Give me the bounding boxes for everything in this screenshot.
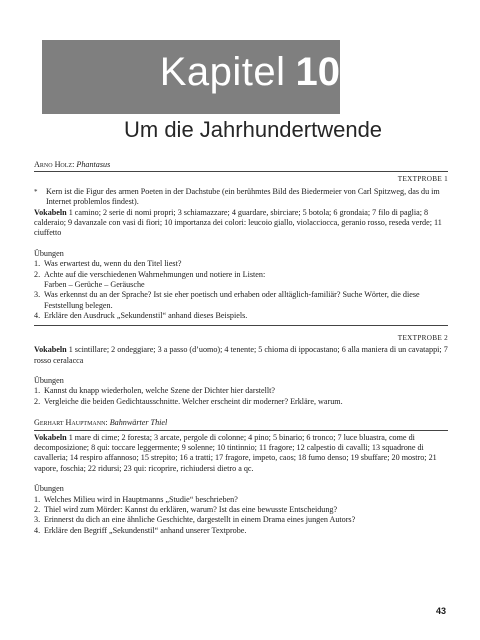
author-name: Gerhart Hauptmann: <box>34 418 108 428</box>
vokabeln-paragraph <box>34 433 448 475</box>
vokabeln-paragraph <box>34 208 448 239</box>
list-item: 2. Vergleiche die beiden Gedichtausschnitte. Welcher erscheint dir moderner? Erkläre, warum. <box>34 396 343 406</box>
list-item: 3. Erinnerst du dich an eine ähnliche Geschichte, dargestellt in einem Drama eines jungen Autors? <box>34 515 356 525</box>
work-title: Bahnwärter Thiel <box>109 418 168 428</box>
list-item: 1. Kannst du knapp wiederholen, welche Szene der Dichter hier darstellt? <box>34 386 276 396</box>
vokabeln-text: 1 mare di cime; 2 foresta; 3 arcate, pergole di colonne; 4 pino; 5 binario; 6 tronco; 7 luce bluastra, come di decomposizione; 8 qui: toccare leggermente; 9 solenne; 10 tintinnio; 11 fragore; 12 calpestio di cavalli; 13 squadrone di cavalleria; 14 respiro affannoso; 15 strepito; 16 a tratti; 17 fragore, impeto, caos; 18 fumo denso; 19 sbuffare; 20 mostro; 21 vapore, foschia; 22 ridursi; 23 qui: ricoprire, richiudersi dietro a qc. <box>34 432 437 473</box>
list-item: 1. Was erwartest du, wenn du den Titel liest? <box>34 259 182 269</box>
list-item: 2. Achte auf die verschiedenen Wahrnehmungen und notiere in Listen: <box>34 269 266 279</box>
vokabeln-label: Vokabeln <box>34 345 67 355</box>
chapter-title <box>160 48 340 96</box>
list-item: 2. Thiel wird zum Mörder: Kannst du erklären, warum? Ist das eine bewusste Entscheidung? <box>34 504 338 514</box>
divider <box>34 171 448 172</box>
vokabeln-text: 1 scintillare; 2 ondeggiare; 3 a passo (d’uomo); 4 tenente; 5 chioma di ippocastano; 6 alla maniera di un cavatappi; 7 rosso ceralacca <box>34 345 448 365</box>
list-item: 1. Welches Milieu wird in Hauptmanns „Studie“ beschrieben? <box>34 494 238 504</box>
list-item: 4. Erkläre den Begriff „Sekundenstil“ anhand unserer Textprobe. <box>34 525 247 535</box>
exercise-list <box>34 259 448 321</box>
page-content <box>34 160 448 536</box>
textprobe-label: TEXTPROBE 1 <box>397 175 448 184</box>
note-item <box>34 187 448 208</box>
page-number: 43 <box>435 606 446 616</box>
uebungen-heading: Übungen <box>34 484 64 494</box>
divider <box>34 430 448 431</box>
textprobe-label: TEXTPROBE 2 <box>397 333 448 342</box>
exercise-list <box>34 386 448 407</box>
section-heading-hauptmann <box>34 418 448 428</box>
vokabeln-paragraph <box>34 345 448 366</box>
list-item: Farben – Gerüche – Geräusche <box>44 280 145 290</box>
divider <box>34 325 448 326</box>
chapter-number: 10 <box>295 50 340 94</box>
section-heading-holz <box>34 160 448 170</box>
asterisk-icon: * <box>34 187 38 196</box>
chapter-subtitle: Um die Jahrhundertwende <box>124 117 383 142</box>
vokabeln-label: Vokabeln <box>34 432 67 442</box>
author-name: Arno Holz: <box>34 160 75 169</box>
note-text: Kern ist die Figur des armen Poeten in der Dachstube (ein berühmtes Bild des Biedermeier von Carl Spitzweg, das du im Internet problemlos findest). <box>46 186 440 207</box>
list-item: 4. Erkläre den Ausdruck „Sekundenstil“ anhand dieses Beispiels. <box>34 311 248 321</box>
list-item: 3. Was erkennst du an der Sprache? Ist sie eher poetisch und erhaben oder alltäglich-familiär? Suche Wörter, die diese Feststellung belegen. <box>34 290 420 310</box>
vokabeln-label: Vokabeln <box>34 207 67 217</box>
vokabeln-text: 1 camino; 2 serie di nomi propri; 3 schiamazzare; 4 guardare, sbirciare; 5 botola; 6 grondaia; 7 filo di paglia; 8 calderaio; 9 davanzale con vasi di fiori; 10 importanza dei colori: leucoio giallo, violacciocca, geranio rosso, reseda verde; 11 ciuffetto <box>34 207 442 238</box>
exercise-list <box>34 495 448 537</box>
work-title: Phantasus <box>76 160 111 169</box>
uebungen-heading: Übungen <box>34 248 64 258</box>
chapter-word: Kapitel <box>159 50 286 94</box>
uebungen-heading: Übungen <box>34 375 64 385</box>
